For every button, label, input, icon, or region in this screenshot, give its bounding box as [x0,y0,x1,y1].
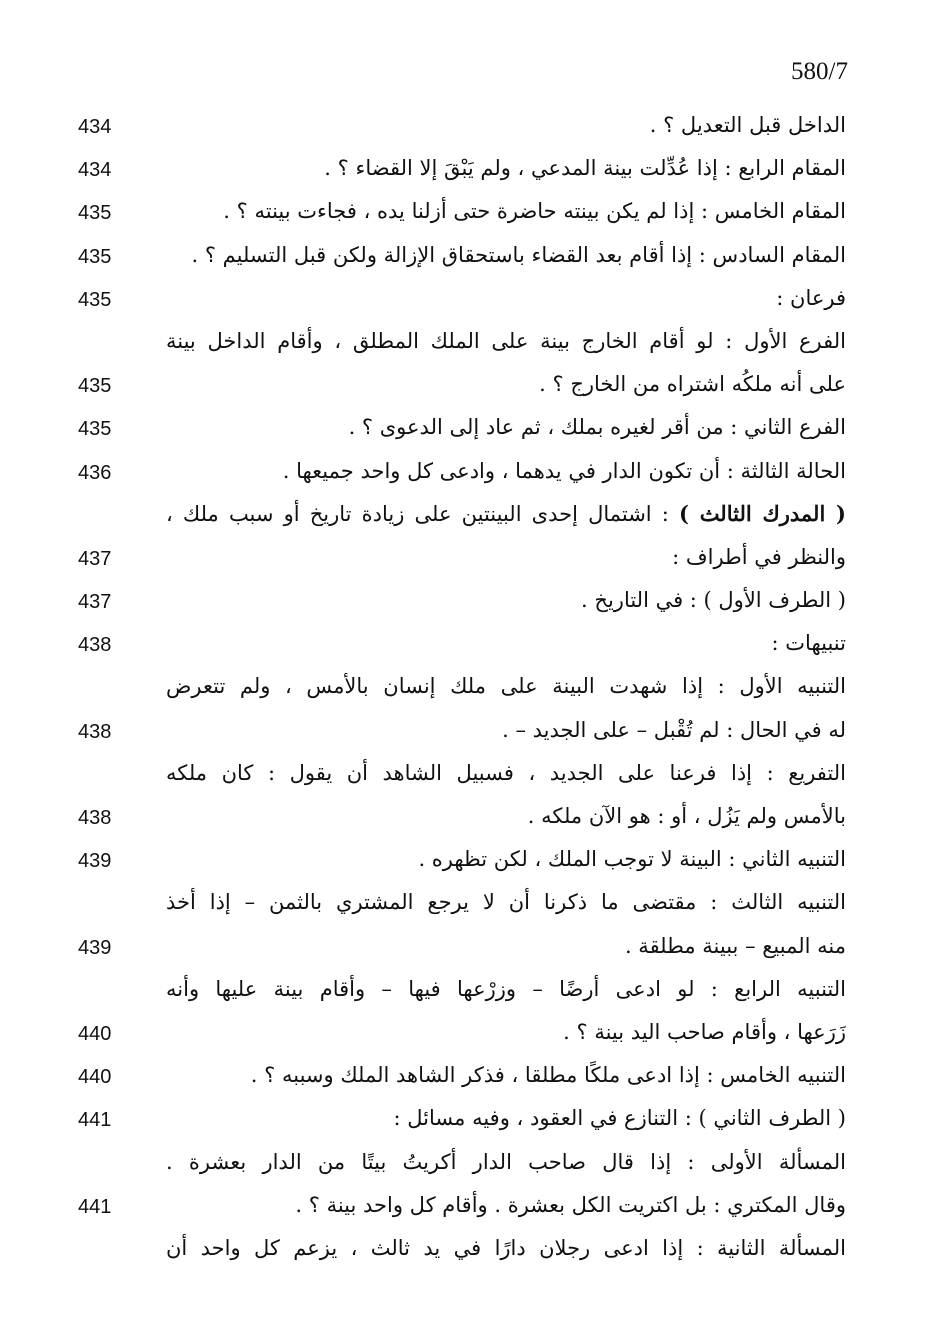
toc-row [70,622,850,665]
toc-page-number: 441 [78,1109,112,1132]
toc-entry-text: الفرع الثاني : من أقر لغيره بملك ، ثم عاد إلى الدعوى ؟ . [348,415,846,440]
toc-row [70,493,850,536]
toc-page-number: 435 [78,375,112,398]
toc-page-number: 435 [78,418,112,441]
toc-entry-text: المقام الرابع : إذا عُدِّلت بينة المدعي ، ولم يَبْقَ إلا القضاء ؟ . [324,156,846,181]
toc-entry-text: التنبيه الأول : إذا شهدت البينة على ملك إنسان بالأمس ، ولم تتعرض [166,674,846,699]
toc-entry-text: الفرع الأول : لو أقام الخارج بينة على الملك المطلق ، وأقام الداخل بينة [166,328,846,353]
toc-entry-text: ( الطرف الأول ) : في التاريخ . [581,588,846,613]
toc-page-number: 438 [78,807,112,829]
toc-row [70,190,850,233]
toc-entry-text: التنبيه الخامس : إذا ادعى ملكًا مطلقا ، فذكر الشاهد الملك وسببه ؟ . [250,1063,846,1088]
toc-entry-text: الداخل قبل التعديل ؟ . [649,113,846,137]
toc-row [70,406,850,449]
toc-entry-text: التفريع : إذا فرعنا على الجديد ، فسبيل الشاهد أن يقول : كان ملكه [166,760,846,785]
toc-row [70,968,850,1011]
toc-row [70,881,850,924]
toc-row [70,450,850,493]
toc-page-number: 434 [78,116,112,138]
toc-row [70,925,850,968]
toc-page-number: 437 [78,547,112,570]
toc-entry-text: له في الحال : لم تُقْبل – على الجديد – . [502,717,846,742]
toc-page-number: 435 [78,288,112,311]
page-number-header: 580/7 [791,58,848,85]
toc-row [70,104,850,147]
toc-page-number: 438 [78,634,112,657]
toc-page-number: 434 [78,159,112,182]
toc-entry-text: التنبيه الثالث : مقتضى ما ذكرنا أن لا يرجع المشتري بالثمن – إذا أخذ [166,890,846,915]
toc-entry-text: المسألة الثانية : إذا ادعى رجلان دارًا في يد ثالث ، يزعم كل واحد أن [166,1235,846,1260]
toc-row [70,320,850,363]
toc-entry-text: فرعان : [776,285,846,310]
toc-row [70,234,850,277]
toc-page-number: 437 [78,591,112,614]
toc-page-number: 440 [78,1066,112,1089]
toc-entry-text: زَرَعها ، وأقام صاحب اليد بينة ؟ . [563,1019,846,1044]
toc-page-number: 436 [78,461,112,484]
toc-row [70,1184,850,1227]
toc-row [70,147,850,190]
toc-row [70,1141,850,1184]
toc-page-number: 438 [78,720,112,743]
toc-entry-text: المقام الخامس : إذا لم يكن بينته حاضرة حتى أزلنا يده ، فجاءت بينته ؟ . [223,199,846,224]
toc-entry-text: تنبيهات : [771,631,846,656]
toc-page-number: 439 [78,936,112,959]
toc-entry-text: الحالة الثالثة : أن تكون الدار في يدهما ، وادعى كل واحد جميعها . [282,458,846,483]
toc-row [70,1011,850,1054]
toc-entry-text: التنبيه الثاني : البينة لا توجب الملك ، لكن تظهره . [418,847,846,872]
toc-entry-text: على أنه ملكُه اشتراه من الخارج ؟ . [539,372,846,397]
toc-entry-text: ( المدرك الثالث ) : اشتمال إحدى البينتين على زيادة تاريخ أو سبب ملك ، [166,500,846,526]
toc-entry-text: منه المبيع – ببينة مطلقة . [624,933,846,958]
toc-row [70,1054,850,1097]
toc-row [70,536,850,579]
toc-entry-text: المقام السادس : إذا أقام بعد القضاء باستحقاق الإزالة ولكن قبل التسليم ؟ . [191,242,846,267]
toc-row [70,1097,850,1140]
toc-entry-text: التنبيه الرابع : لو ادعى أرضًا – وزرْعها فيها – وأقام بينة عليها وأنه [166,976,846,1001]
toc-row [70,1227,850,1270]
toc-entry-text: والنظر في أطراف : [672,544,846,569]
toc-row [70,665,850,708]
table-of-contents [70,104,850,1270]
toc-page-number: 439 [78,850,112,873]
toc-page-number: 435 [78,245,112,268]
toc-row [70,363,850,406]
toc-page-number: 441 [78,1195,112,1218]
toc-row [70,838,850,881]
section-heading: ( المدرك الثالث ) [678,500,846,526]
toc-row [70,709,850,752]
toc-entry-text: بالأمس ولم يَزُل ، أو : هو الآن ملكه . [527,804,846,828]
toc-page-number: 435 [78,202,112,225]
toc-page-number: 440 [78,1022,112,1045]
toc-row [70,795,850,838]
toc-entry-text: المسألة الأولى : إذا قال صاحب الدار أكريتُ بيتًا من الدار بعشرة . [166,1149,846,1174]
toc-row [70,277,850,320]
toc-entry-text: وقال المكتري : بل اكتريت الكل بعشرة . وأقام كل واحد بينة ؟ . [295,1192,846,1217]
toc-entry-text: ( الطرف الثاني ) : التنازع في العقود ، وفيه مسائل : [393,1106,846,1131]
toc-row [70,579,850,622]
toc-row [70,752,850,795]
